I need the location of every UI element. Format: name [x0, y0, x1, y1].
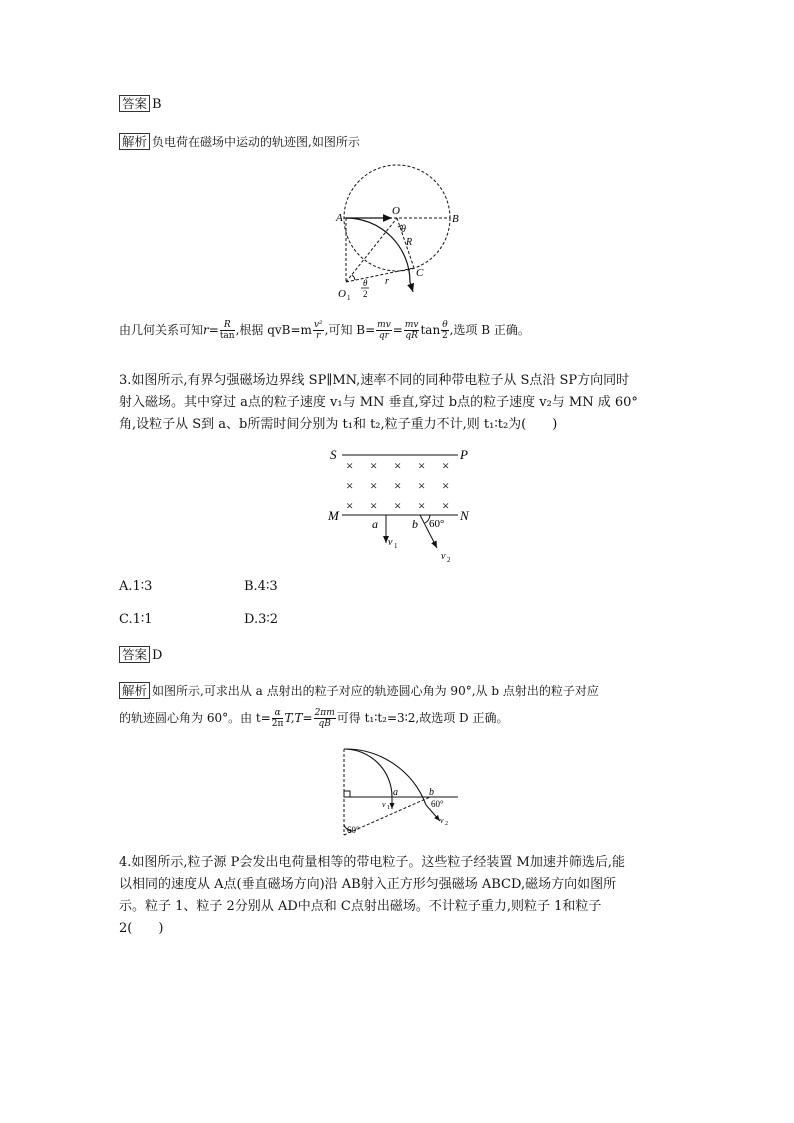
svg-text:×: ×	[418, 458, 426, 473]
answer-tag: 答案	[119, 95, 150, 112]
q3-analysis-row1	[119, 680, 599, 702]
q2-halftheta-arc	[352, 275, 355, 280]
q2-formula-row: 由几何关系可知r= $\frac{R}{\tan}$ ,根据 qvB=m $\frac{\text{v²}}{r}$ ,可知 B= $\frac{mv}{qr}$ = $\frac{mv}{qR}$ tan $\frac{\theta}{2}$ ,选项 B 正确。	[119, 320, 530, 341]
q3-option-a[interactable]: A.1∶3	[119, 579, 153, 594]
q2-answer-row	[119, 94, 162, 116]
q2-label-O1-sub: 1	[347, 294, 351, 302]
q3-frac-T: $\frac{2\pi m}{qB}$	[314, 708, 335, 729]
q3-stem-line1: 3.如图所示,有界匀强磁场边界线 SP∥MN,速率不同的同种带电粒子从 S点沿 SP方向同时	[119, 373, 630, 388]
q2-label-halftheta-num: θ	[363, 278, 368, 288]
q3-label-v1: v	[388, 537, 393, 548]
q3-label-N: N	[460, 508, 469, 523]
q2-frac-mv: $\frac{mv}{qr}$	[377, 320, 391, 341]
q2-analysis-text: 负电荷在磁场中运动的轨迹图,如图所示	[152, 135, 360, 149]
q3-option-b[interactable]: B.4∶3	[244, 579, 278, 594]
svg-text:×: ×	[394, 498, 402, 513]
q4-stem-line3: 示。粒子 1、粒子 2分别从 AD中点和 C点射出磁场。不计粒子重力,则粒子 1和粒子	[119, 899, 602, 914]
svg-text:×: ×	[442, 478, 450, 493]
svg-text:×: ×	[370, 478, 378, 493]
q2-label-A: A	[336, 212, 343, 224]
q2-label-R: R	[406, 237, 413, 248]
q4-stem-line2: 以相同的速度从 A点(垂直磁场方向)沿 AB射入正方形匀强磁场 ABCD,磁场方向如图所	[119, 877, 617, 892]
q2-label-C: C	[416, 267, 424, 279]
q2-frac-R: $\frac{R}{\tan}$	[219, 320, 235, 341]
q3a-label-v2: v	[440, 816, 444, 825]
analysis-tag: 解析	[119, 133, 150, 150]
svg-text:1: 1	[394, 542, 398, 550]
q3-analysis-row2: 的轨迹圆心角为 60°。由 t= $\frac{\alpha}{2\pi}$ T,T= $\frac{2\pi m}{qB}$ 可得 t₁∶t₂=3∶2,故选项 D 正确。	[119, 708, 509, 729]
q3-label-angle: 60°	[429, 518, 445, 530]
svg-text:×: ×	[346, 478, 354, 493]
svg-text:×: ×	[394, 458, 402, 473]
q3-label-b: b	[412, 517, 418, 531]
svg-text:×: ×	[418, 478, 426, 493]
svg-text:×: ×	[442, 458, 450, 473]
q2-formula-lead: 由几何关系可知	[119, 323, 204, 337]
svg-text:2: 2	[445, 821, 448, 827]
q2-frac-v2: $\frac{\text{v²}}{r}$	[313, 320, 323, 341]
q3a-label-b: b	[429, 787, 434, 798]
q3-field-crosses	[346, 458, 449, 513]
q2-frac-mv2: $\frac{mv}{qR}$	[404, 320, 419, 341]
answer-tag: 答案	[119, 646, 150, 663]
svg-text:1: 1	[387, 805, 390, 811]
q2-label-O: O	[392, 205, 400, 217]
q2-label-O1: O	[338, 288, 346, 300]
svg-text:×: ×	[370, 498, 378, 513]
q2-formula-r: r=	[203, 323, 219, 337]
svg-text:×: ×	[394, 478, 402, 493]
q3-stem-line2: 射入磁场。其中穿过 a点的粒子速度 v₁与 MN 垂直,穿过 b点的粒子速度 v₂与 MN 成 60°	[119, 395, 638, 410]
q3-answer-row	[119, 645, 162, 667]
q2-label-B: B	[452, 213, 459, 225]
svg-text:×: ×	[346, 458, 354, 473]
q2-answer: B	[152, 97, 162, 112]
q2-formula-end: ,选项 B 正确。	[449, 323, 530, 337]
q2-exit-arrow	[410, 282, 413, 292]
q3-analysis-figure	[336, 745, 466, 840]
q2-formula-mid: ,根据 qvB=m	[235, 323, 312, 337]
q3-field-figure	[326, 445, 476, 565]
q3a-label-a: a	[393, 787, 398, 798]
q3-stem-line3: 角,设粒子从 S到 a、b所需时间分别为 t₁和 t₂,粒子重力不计,则 t₁∶t₂为( )	[119, 417, 558, 432]
q3-frac-t: $\frac{\alpha}{2\pi}$	[271, 708, 284, 729]
q3-label-v2: v	[441, 551, 446, 562]
q4-stem-line1: 4.如图所示,粒子源 P会发出电荷量相等的带电粒子。这些粒子经装置 M加速并筛选后,能	[119, 855, 625, 870]
q3-label-M: M	[328, 508, 339, 523]
q3-label-S: S	[330, 447, 337, 462]
q3-analysis-line1: 如图所示,可求出从 a 点射出的粒子对应的轨迹圆心角为 90°,从 b 点射出的粒子对应	[152, 684, 599, 698]
svg-text:2: 2	[447, 556, 451, 564]
q3-option-d[interactable]: D.3∶2	[244, 612, 279, 627]
svg-text:×: ×	[370, 458, 378, 473]
q3a-label-v1: v	[382, 800, 386, 809]
q2-label-theta: θ	[401, 224, 406, 235]
q2-label-halftheta-den: 2	[363, 289, 368, 299]
svg-text:×: ×	[418, 498, 426, 513]
q3-label-a: a	[372, 517, 378, 531]
q3-answer: D	[152, 648, 163, 663]
q2-label-r: r	[385, 276, 389, 287]
q2-analysis-row	[119, 131, 360, 153]
q3a-arc-a	[344, 749, 392, 797]
q4-stem-line4: 2( )	[119, 921, 164, 936]
q2-trajectory-figure	[330, 155, 480, 305]
svg-text:×: ×	[346, 498, 354, 513]
q3-label-P: P	[460, 447, 468, 462]
svg-text:×: ×	[442, 498, 450, 513]
q2-formula-mid2: ,可知 B=	[324, 323, 376, 337]
q3-option-c[interactable]: C.1∶1	[119, 612, 153, 627]
q3a-label-angle-bottom: 60°	[347, 825, 360, 835]
q2-frac-theta: $\frac{\theta}{2}$	[442, 320, 448, 341]
q3a-right-angle	[344, 791, 350, 797]
q2-O1O-line	[346, 218, 397, 282]
analysis-tag: 解析	[119, 682, 150, 699]
q3a-label-angle-top: 60°	[431, 799, 444, 809]
